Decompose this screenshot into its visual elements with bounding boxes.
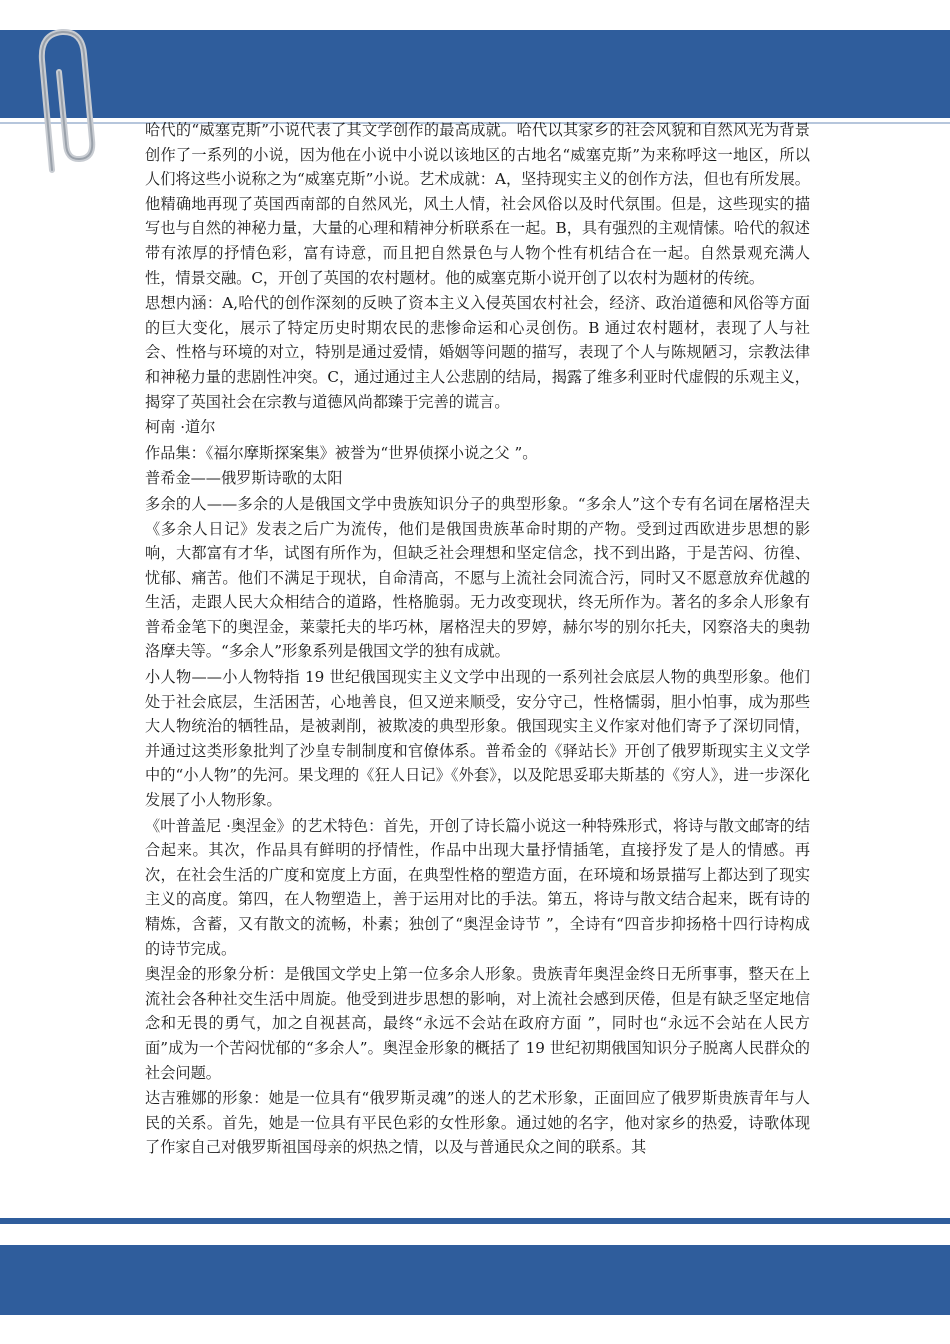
paperclip-icon <box>22 20 112 180</box>
heading-conan-doyle: 柯南 ·道尔 <box>145 418 216 437</box>
footer-band <box>0 1245 950 1315</box>
paragraph-superfluous-man: 多余的人——多余的人是俄国文学中贵族知识分子的典型形象。“多余人”这个专有名词在屠格涅夫《多余人日记》发表之后广为流传，他们是俄国贵族革命时期的产物。受到过西欧进步思想的影响，大都富有才华，试图有所作为，但缺乏社会理想和坚定信念，找不到出路，于是苦闷、彷徨、忧郁、痛苦。他们不满足于现状，自命清高，不愿与上流社会同流合污，同时又不愿意放弃优越的生活，走跟人民大众相结合的道路，性格脆弱。无力改变现状，终无所作为。著名的多余人形象有普希金笔下的奥涅金，莱蒙托夫的毕巧林，屠格涅夫的罗婷，赫尔岑的别尔托夫，冈察洛夫的奥勃洛摩夫等。“多余人”形象系列是俄国文学的独有成就。 <box>145 494 810 661</box>
paragraph-onegin-art: 《叶普盖尼 ·奥涅金》的艺术特色：首先，开创了诗长篇小说这一种特殊形式，将诗与散文邮寄的结合起来。其次，作品具有鲜明的抒情性，作品中出现大量抒情插笔，直接抒发了是人的情感。再次，在社会生活的广度和宽度上方面，在典型性格的塑造方面，在环境和场景描写上都达到了现实主义的高度。第四，在人物塑造上，善于运用对比的手法。第五，将诗与散文结合起来，既有诗的精炼，含蓄，又有散文的流畅，朴素；独创了“奥涅金诗节 ”，全诗有“四音步抑扬格十四行诗构成的诗节完成。 <box>145 816 810 958</box>
document-body <box>145 118 810 1161</box>
paragraph-little-man: 小人物——小人物特指 19 世纪俄国现实主义文学中出现的一系列社会底层人物的典型形象。他们处于社会底层，生活困苦，心地善良，但又逆来顺受，安分守己，性格懦弱，胆小怕事，成为那些大人物统治的牺牲品，是被剥削，被欺凌的典型形象。俄国现实主义作家对他们寄予了深切同情，并通过这类形象批判了沙皇专制制度和官僚体系。普希金的《驿站长》开创了俄罗斯现实主义文学中的“小人物”的先河。果戈理的《狂人日记》《外套》，以及陀思妥耶夫斯基的《穷人》，进一步深化发展了小人物形象。 <box>145 668 810 810</box>
paragraph-onegin-image: 奥涅金的形象分析：是俄国文学史上第一位多余人形象。贵族青年奥涅金终日无所事事，整天在上流社会各种社交生活中周旋。他受到进步思想的影响，对上流社会感到厌倦，但是有缺乏坚定地信念和无畏的勇气，加之自视甚高，最终“永远不会站在政府方面 ”，同时也“永远不会站在人民方面”成为一个苦闷忧郁的“多余人”。奥涅金形象的概括了 19 世纪初期俄国知识分子脱离人民群众的社会问题。 <box>145 965 810 1082</box>
paragraph-hardy-wessex: 哈代的“威塞克斯”小说代表了其文学创作的最高成就。哈代以其家乡的社会风貌和自然风光为背景创作了一系列的小说，因为他在小说中小说以该地区的古地名“威塞克斯”为来称呼这一地区，所以人们将这些小说称之为“威塞克斯”小说。艺术成就：A，坚持现实主义的创作方法，但也有所发展。他精确地再现了英国西南部的自然风光，风土人情，社会风俗以及时代氛围。但是，这些现实的描写也与自然的神秘力量，大量的心理和精神分析联系在一起。B，具有强烈的主观情愫。哈代的叙述带有浓厚的抒情色彩，富有诗意，而且把自然景色与人物个性有机结合在一起。自然景观充满人性，情景交融。C，开创了英国的农村题材。他的威塞克斯小说开创了以农村为题材的传统。 <box>145 121 810 287</box>
footer-divider <box>0 1218 950 1224</box>
paragraph-tatiana-image: 达吉雅娜的形象：她是一位具有“俄罗斯灵魂”的迷人的艺术形象，正面回应了俄罗斯贵族青年与人民的关系。首先，她是一位具有平民色彩的女性形象。通过她的名字，他对家乡的热爱，诗歌体现了作家自己对俄罗斯祖国母亲的炽热之情，以及与普通民众之间的联系。其 <box>145 1089 810 1157</box>
heading-pushkin: 普希金——俄罗斯诗歌的太阳 <box>145 469 343 488</box>
paragraph-hardy-ideas: 思想内涵：A,哈代的创作深刻的反映了资本主义入侵英国农村社会，经济、政治道德和风俗等方面的巨大变化，展示了特定历史时期农民的悲惨命运和心灵创伤。B 通过农村题材，表现了人与社会、性格与环境的对立，特别是通过爱情，婚姻等问题的描写，表现了个人与陈规陋习，宗教法律和神秘力量的悲剧性冲突。C，通过通过主人公悲剧的结局，揭露了维多利亚时代虚假的乐观主义，揭穿了英国社会在宗教与道德风尚都臻于完善的谎言。 <box>145 294 810 411</box>
paragraph-conan-doyle-works: 作品集：《福尔摩斯探案集》被誉为“世界侦探小说之父 ”。 <box>145 443 538 462</box>
header-band <box>0 30 950 118</box>
